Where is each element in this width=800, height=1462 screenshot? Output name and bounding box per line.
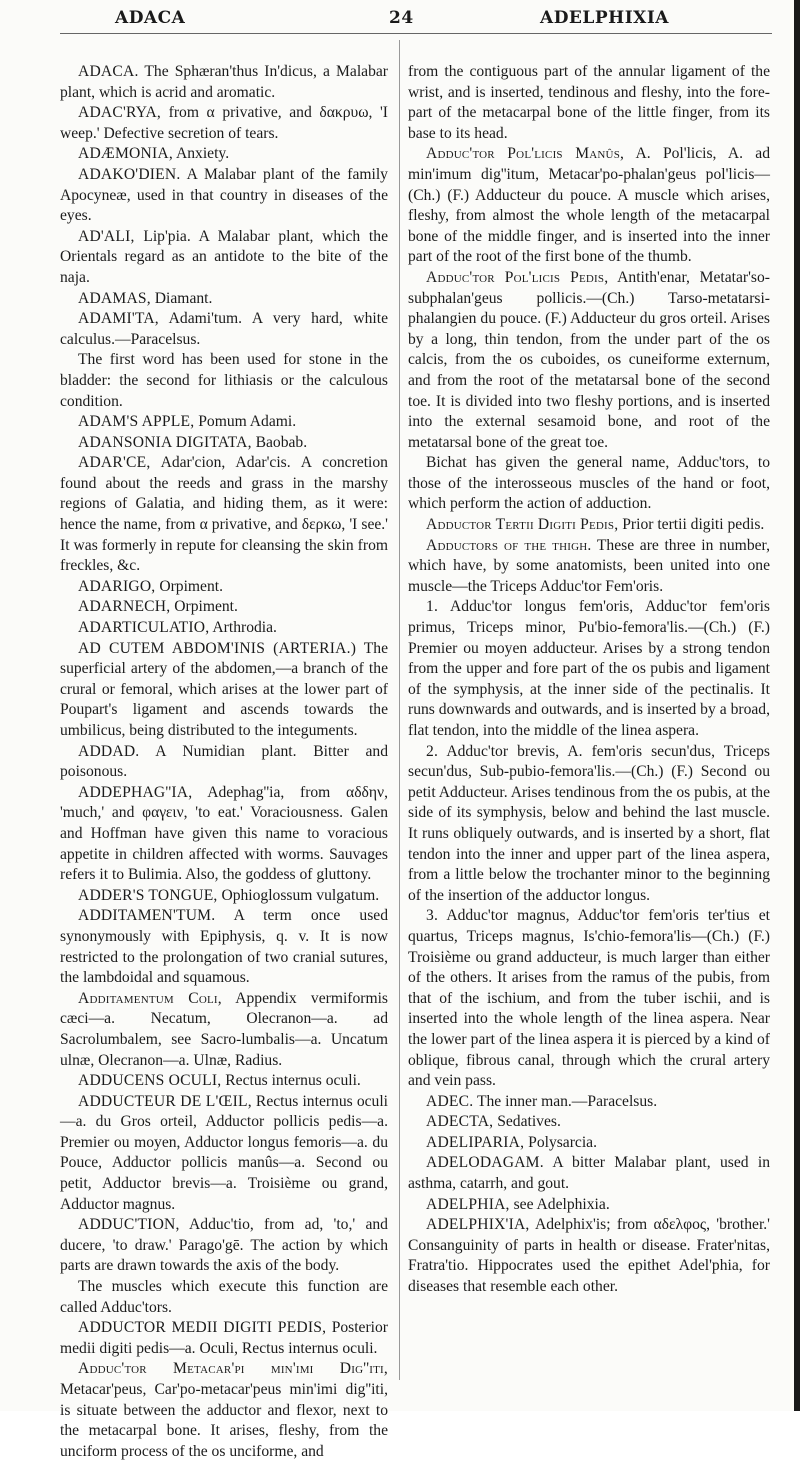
entry: ADDAD. A Numidian plant. Bitter and poisonous.	[60, 742, 388, 781]
entry: Adduc'tor Pol'licis Manûs, A. Pol'licis, A. ad min'imum dig''itum, Metacar'po-phalan'geus pol'licis—(Ch.) (F.) Adducteur du pouce. A muscle which arises, fleshy, from almost the whole length of the metacarpal bone of the middle finger, and is inserted into the inner part of the root of the first bone of the thumb.	[408, 145, 770, 266]
entry: ADDER'S TONGUE, Ophioglossum vulgatum.	[78, 886, 380, 904]
entry: ADAC'RYA, from α privative, and δακρυω, 'I weep.' Defective secretion of tears.	[60, 104, 388, 142]
entry: ADDITAMEN'TUM. A term once used synonymously with Epiphysis, q. v. It is now restricted to the prolongation of two cranial sutures, the lambdoidal and squamous.	[60, 907, 388, 987]
entry: Adductors of the thigh. These are three in number, which have, by some anatomists, been united into one muscle—the Triceps Adduc'tor Fem'oris.	[408, 536, 771, 595]
page-number: 24	[389, 8, 414, 28]
header-rule	[60, 33, 772, 34]
running-header	[0, 8, 800, 30]
entry: ADÆMONIA, Anxiety.	[78, 145, 230, 163]
entry: ADDUCTOR MEDII DIGITI PEDIS, Posterior medii digiti pedis—a. Oculi, Rectus internus oculi.	[60, 1319, 388, 1357]
entry: Adduc'tor Pol'licis Pedis, Antith'enar, Metatar'so-subphalan'geus pollicis.—(Ch.) Tarso-metatarsi-phalangien du pouce. (F.) Adducteur du gros orteil. Arises by a long, thin tendon, from the under part of the os calcis, from the os cuboides, os cuneiforme externum, and from the root of the metatarsal bone of the second toe. It is divided into two fleshy portions, and is inserted into the external sesamoid bone, and root of the metatarsal bone of the great toe.	[408, 268, 770, 451]
entry: 3. Adduc'tor magnus, Adduc'tor fem'oris ter'tius et quartus, Triceps magnus, Is'chio-femora'lis—(Ch.) (F.) Troisième ou grand adducteur, is much larger than either of the others. It arises from the ramus of the pubis, from that of the ischium, and from the tuber ischii, and is inserted into the whole length of the linea aspera. Near the lower part of the linea aspera it is pierced by a kind of oblique, fibrous canal, through which the crural artery and vein pass.	[408, 907, 771, 1090]
entry: 2. Adduc'tor brevis, A. fem'oris secun'dus, Triceps secun'dus, Sub-pubio-femora'lis.—(Ch.) (F.) Second ou petit Adducteur. Arises tendinous from the os pubis, at the side of its symphysis, below and behind the last muscle. It runs obliquely outwards, and is inserted by a short, flat tendon into the inner and upper part of the linea aspera, from a little below the trochanter minor to the beginning of the insertion of the adductor longus.	[408, 742, 770, 904]
entry: Adductor Tertii Digiti Pedis, Prior tertii digiti pedis.	[426, 516, 765, 534]
entry: ADANSONIA DIGITATA, Baobab.	[78, 433, 308, 451]
header-first-entry: ADACA	[115, 8, 186, 28]
entry: ADDEPHAG''IA, Adephag''ia, from αδδην, 'much,' and φαγειν, 'to eat.' Voraciousness. Galen and Hoffman have given this name to voracious appetite in children affected with worms. Sauvages refers it to Bulimia. Also, the goddess of gluttony.	[60, 783, 389, 884]
entry: Adduc'tor Metacar'pi min'imi Dig''iti, Metacar'peus, Car'po-metacar'peus min'imi dig''iti, is situate between the adductor and flexor, next to the metacarpal bone. It arises, fleshy, from the unciform process of the os unciforme, and	[60, 1360, 388, 1460]
entry: ADDUC'TION, Adduc'tio, from ad, 'to,' and ducere, 'to draw.' Parago'gē. The action by which parts are drawn towards the axis of the body.	[60, 1216, 388, 1275]
entry-continuation: from the contiguous part of the annular ligament of the wrist, and is inserted, tendinous and fleshy, into the fore-part of the metacarpal bone of the little finger, from its base to its head.	[408, 63, 770, 142]
entry: ADAR'CE, Adar'cion, Adar'cis. A concretion found about the reeds and grass in the marshy regions of Galatia, and hiding them, as it were: hence the name, from α privative, and δερκω, 'I see.' It was formerly in repute for cleansing the skin from freckles, &c.	[60, 454, 388, 575]
entry: AD CUTEM ABDOM'INIS (ARTERIA.) The superficial artery of the abdomen,—a branch of the crural or femoral, which arises at the lower part of Poupart's ligament and ascends towards the umbilicus, being distributed to the integuments.	[60, 639, 388, 739]
entry: ADEC. The inner man.—Paracelsus.	[426, 1092, 658, 1110]
entry-note: The first word has been used for stone in the bladder: the second for lithiasis or the calculous condition.	[60, 351, 388, 410]
right-column	[408, 62, 770, 1298]
entry: ADARIGO, Orpiment.	[78, 577, 223, 595]
column-divider	[399, 40, 400, 1380]
entry: AD'ALI, Lip'pia. A Malabar plant, which the Orientals regard as an antidote to the bite of the naja.	[60, 227, 388, 286]
entry: ADAMI'TA, Adami'tum. A very hard, white calculus.—Paracelsus.	[60, 310, 389, 348]
entry: ADACA. The Sphæran'thus In'dicus, a Malabar plant, which is acrid and aromatic.	[60, 63, 388, 101]
entry: ADDUCTEUR DE L'ŒIL, Rectus internus oculi—a. du Gros orteil, Adductor pollicis pedis—a. Premier ou moyen, Adductor longus femoris—a. du Pouce, Adductor pollicis manûs—a. Second ou petit, Adductor brevis—a. Troisième ou grand, Adductor magnus.	[60, 1092, 389, 1213]
entry: ADAM'S APPLE, Pomum Adami.	[78, 413, 297, 431]
entry: 1. Adduc'tor longus fem'oris, Adduc'tor fem'oris primus, Triceps minor, Pu'bio-femora'lis.—(Ch.) (F.) Premier ou moyen adducteur. Arises by a strong tendon from the upper and fore part of the os pubis and ligament of the symphysis, at the inner side of the pectinalis. It runs downwards and outwards, and is inserted by a broad, flat tendon, into the middle of the linea aspera.	[408, 598, 770, 739]
entry: ADAMAS, Diamant.	[78, 289, 213, 307]
entry: ADELPHIA, see Adelphixia.	[426, 1195, 610, 1213]
page-edge-shadow	[794, 0, 800, 1411]
entry: ADAKO'DIEN. A Malabar plant of the family Apocyneæ, used in that country in diseases of the eyes.	[60, 165, 388, 225]
entry: ADARNECH, Orpiment.	[78, 598, 238, 616]
entry: ADECTA, Sedatives.	[426, 1113, 561, 1131]
entry: ADELPHIX'IA, Adelphix'is; from αδελφος, 'brother.' Consanguinity of parts in health or disease. Frater'nitas, Fratra'tio. Hippocrates used the epithet Adel'phia, for diseases that resemble each other.	[408, 1216, 770, 1296]
entry-note: Bichat has given the general name, Adduc'tors, to those of the interosseous muscles of the hand or foot, which perform the action of adduction.	[408, 454, 770, 513]
entry-note: The muscles which execute this function are called Adduc'tors.	[60, 1278, 388, 1316]
entry: ADELODAGAM. A bitter Malabar plant, used in asthma, catarrh, and gout.	[408, 1154, 770, 1193]
entry: ADELIPARIA, Polysarcia.	[426, 1133, 597, 1151]
entry: ADDUCENS OCULI, Rectus internus oculi.	[78, 1072, 361, 1090]
header-last-entry: ADELPHIXIA	[540, 8, 669, 28]
entry: ADARTICULATIO, Arthrodia.	[78, 619, 277, 637]
entry: Additamentum Coli, Appendix vermiformis cæci—a. Necatum, Olecranon—a. ad Sacrolumbalem, see Sacro-lumbalis—a. Uncatum ulnæ, Olecranon—a. Ulnæ, Radius.	[60, 989, 389, 1069]
left-column	[60, 62, 388, 1462]
